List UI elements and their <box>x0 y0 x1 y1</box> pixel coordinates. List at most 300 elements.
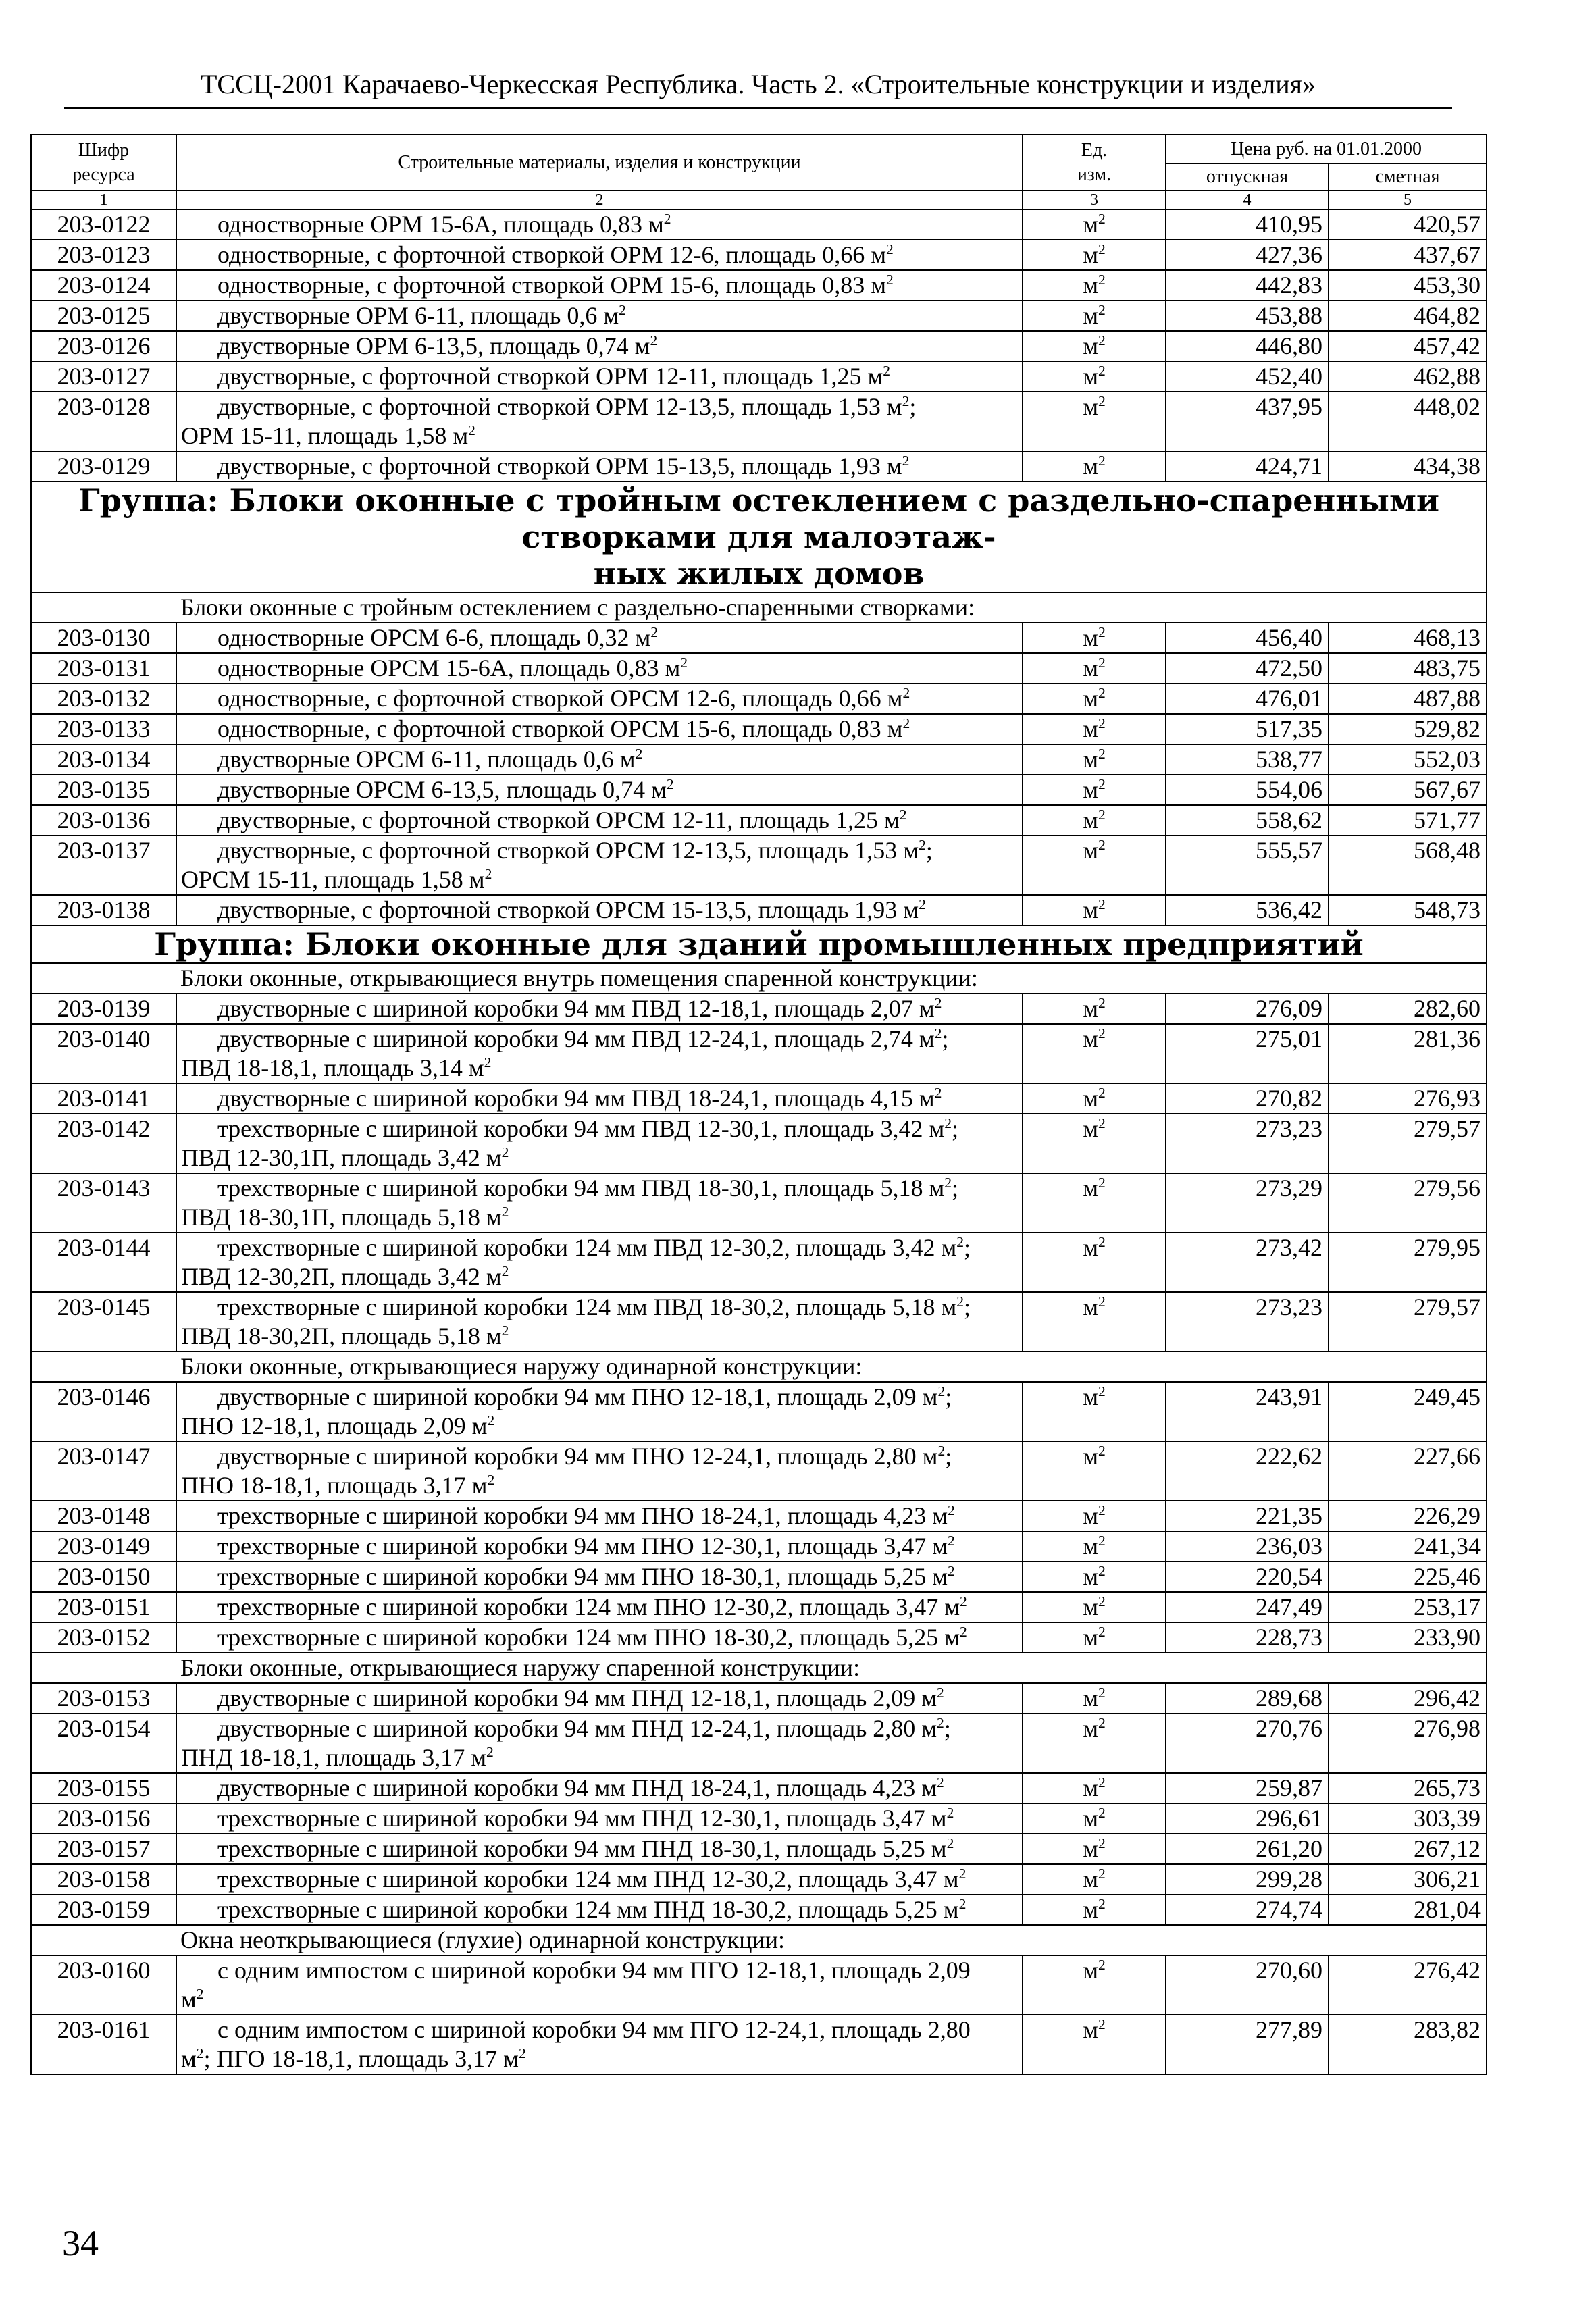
description-line: двустворные ОРСМ 6-13,5, площадь 0,74 м <box>217 776 667 803</box>
superscript-2: 2 <box>1098 241 1106 257</box>
superscript-2: 2 <box>1098 896 1106 912</box>
description-line: ПВД 18-30,2П, площадь 5,18 м <box>181 1322 502 1349</box>
material-description <box>176 1864 1023 1895</box>
superscript-2: 2 <box>1098 715 1106 731</box>
superscript-2: 2 <box>937 1685 944 1701</box>
resource-code: 203-0159 <box>31 1895 176 1925</box>
material-description <box>176 684 1023 714</box>
description-line: одностворные, с форточной створкой ОРМ 15-6, площадь 0,83 м <box>217 272 886 299</box>
subgroup-title: Блоки оконные с тройным остеклением с раздельно-спаренными створками: <box>31 592 1487 623</box>
superscript-2: 2 <box>902 393 910 409</box>
description-line: двустворные, с форточной створкой ОРМ 12-11, площадь 1,25 м <box>217 363 883 390</box>
table-row <box>31 1233 1487 1292</box>
table-row <box>31 1773 1487 1803</box>
resource-code: 203-0151 <box>31 1592 176 1622</box>
unit-cell <box>1023 301 1166 331</box>
description-line: ПВД 18-30,1П, площадь 5,18 м <box>181 1204 502 1231</box>
unit-cell <box>1023 1114 1166 1173</box>
release-price: 270,60 <box>1166 1955 1329 2015</box>
resource-code: 203-0154 <box>31 1714 176 1773</box>
superscript-2: 2 <box>944 1175 952 1191</box>
material-description <box>176 1622 1023 1653</box>
resource-code: 203-0135 <box>31 775 176 805</box>
table-row <box>31 1292 1487 1352</box>
page-number: 34 <box>62 2223 99 2263</box>
unit-cell <box>1023 451 1166 482</box>
resource-code: 203-0131 <box>31 653 176 684</box>
superscript-2: 2 <box>1098 453 1106 469</box>
table-row <box>31 775 1487 805</box>
table-row <box>31 1501 1487 1531</box>
superscript-2: 2 <box>635 746 643 762</box>
unit-label: м <box>1083 1234 1098 1261</box>
superscript-2: 2 <box>680 654 688 671</box>
release-price: 243,91 <box>1166 1382 1329 1441</box>
superscript-2: 2 <box>937 1443 946 1459</box>
superscript-2: 2 <box>937 1715 944 1731</box>
estimate-price: 568,48 <box>1329 835 1487 895</box>
superscript-2: 2 <box>944 1115 952 1131</box>
unit-label: м <box>1083 1896 1098 1923</box>
estimate-price: 571,77 <box>1329 805 1487 835</box>
description-line: трехстворные с шириной коробки 94 мм ПНО 18-24,1, площадь 4,23 м <box>217 1502 948 1529</box>
release-price: 273,29 <box>1166 1173 1329 1233</box>
superscript-2: 2 <box>1098 363 1106 379</box>
release-price: 442,83 <box>1166 270 1329 301</box>
price-table <box>30 134 1487 2075</box>
unit-label: м <box>1083 1502 1098 1529</box>
superscript-2: 2 <box>883 363 891 379</box>
estimate-price: 296,42 <box>1329 1683 1487 1714</box>
material-description <box>176 1895 1023 1925</box>
table-row <box>31 1173 1487 1233</box>
estimate-price: 457,42 <box>1329 331 1487 361</box>
unit-cell <box>1023 1173 1166 1233</box>
unit-cell <box>1023 1024 1166 1083</box>
estimate-price: 253,17 <box>1329 1592 1487 1622</box>
description-suffix: ; <box>964 1293 971 1320</box>
col-number: 5 <box>1329 190 1487 209</box>
resource-code: 203-0128 <box>31 392 176 451</box>
description-line: трехстворные с шириной коробки 124 мм ПВД 18-30,2, площадь 5,18 м <box>217 1293 957 1320</box>
table-row <box>31 1803 1487 1834</box>
estimate-price: 567,67 <box>1329 775 1487 805</box>
resource-code: 203-0126 <box>31 331 176 361</box>
resource-code: 203-0152 <box>31 1622 176 1653</box>
unit-cell <box>1023 209 1166 240</box>
unit-cell <box>1023 1955 1166 2015</box>
superscript-2: 2 <box>468 422 475 438</box>
release-price: 273,23 <box>1166 1114 1329 1173</box>
superscript-2: 2 <box>484 1054 492 1071</box>
resource-code: 203-0133 <box>31 714 176 744</box>
superscript-2: 2 <box>899 806 907 823</box>
superscript-2: 2 <box>948 1533 955 1549</box>
superscript-2: 2 <box>650 332 658 349</box>
unit-label: м <box>1083 1774 1098 1801</box>
table-row <box>31 1683 1487 1714</box>
resource-code: 203-0147 <box>31 1441 176 1501</box>
release-price: 410,95 <box>1166 209 1329 240</box>
release-price: 273,23 <box>1166 1292 1329 1352</box>
material-description <box>176 1714 1023 1773</box>
superscript-2: 2 <box>1098 837 1106 853</box>
release-price: 555,57 <box>1166 835 1329 895</box>
superscript-2: 2 <box>1098 332 1106 349</box>
description-line: двустворные ОРМ 6-13,5, площадь 0,74 м <box>217 332 650 359</box>
group-title-line: Группа: Блоки оконные с тройным остеклением с раздельно-спаренными створками для малоэтаж- <box>78 482 1440 555</box>
unit-label: м <box>1083 1175 1098 1202</box>
superscript-2: 2 <box>501 1263 509 1279</box>
table-row <box>31 684 1487 714</box>
description-line: двустворные, с форточной створкой ОРСМ 15-13,5, площадь 1,93 м <box>217 896 919 923</box>
description-line: двустворные ОРМ 6-11, площадь 0,6 м <box>217 302 619 329</box>
description-line: двустворные с шириной коробки 94 мм ПВД 12-18,1, площадь 2,07 м <box>217 995 935 1022</box>
header-rule <box>64 107 1452 109</box>
description-line: трехстворные с шириной коробки 94 мм ПНО 12-30,1, площадь 3,47 м <box>217 1533 948 1560</box>
material-description <box>176 1024 1023 1083</box>
material-description <box>176 331 1023 361</box>
superscript-2: 2 <box>501 1204 509 1220</box>
unit-label: м <box>1083 1835 1098 1862</box>
description-line: с одним импостом с шириной коробки 94 мм ПГО 12-24,1, площадь 2,80 <box>217 2016 971 2043</box>
superscript-2: 2 <box>960 1624 967 1640</box>
description-line: одностворные, с форточной створкой ОРСМ 15-6, площадь 0,83 м <box>217 715 903 742</box>
table-row <box>31 744 1487 775</box>
description-line: трехстворные с шириной коробки 124 мм ПНД 18-30,2, площадь 5,25 м <box>217 1896 959 1923</box>
description-line: ПНД 18-18,1, площадь 3,17 м <box>181 1744 486 1771</box>
release-price: 277,89 <box>1166 2015 1329 2074</box>
col-header-unit: Ед. изм. <box>1023 134 1166 190</box>
estimate-price: 420,57 <box>1329 209 1487 240</box>
description-line: двустворные, с форточной створкой ОРМ 12-13,5, площадь 1,53 м <box>217 393 902 420</box>
estimate-price: 276,93 <box>1329 1083 1487 1114</box>
estimate-price: 276,98 <box>1329 1714 1487 1773</box>
unit-cell <box>1023 744 1166 775</box>
superscript-2: 2 <box>501 1144 509 1160</box>
resource-code: 203-0143 <box>31 1173 176 1233</box>
description-suffix: ; <box>909 393 917 420</box>
subgroup-title: Блоки оконные, открывающиеся наружу спаренной конструкции: <box>31 1653 1487 1683</box>
superscript-2: 2 <box>902 715 910 731</box>
superscript-2: 2 <box>919 837 926 853</box>
subgroup-row <box>31 1352 1487 1382</box>
description-line: трехстворные с шириной коробки 94 мм ПНД 12-30,1, площадь 3,47 м <box>217 1805 947 1832</box>
estimate-price: 279,57 <box>1329 1114 1487 1173</box>
release-price: 220,54 <box>1166 1562 1329 1592</box>
description-line: м <box>181 1986 197 2013</box>
estimate-price: 483,75 <box>1329 653 1487 684</box>
unit-cell <box>1023 1382 1166 1441</box>
table-row <box>31 1622 1487 1653</box>
material-description <box>176 775 1023 805</box>
unit-cell <box>1023 994 1166 1024</box>
superscript-2: 2 <box>919 896 926 912</box>
resource-code: 203-0123 <box>31 240 176 270</box>
release-price: 274,74 <box>1166 1895 1329 1925</box>
unit-cell <box>1023 714 1166 744</box>
superscript-2: 2 <box>1098 1685 1106 1701</box>
table-row <box>31 835 1487 895</box>
material-description <box>176 1592 1023 1622</box>
material-description <box>176 392 1023 451</box>
material-description <box>176 623 1023 653</box>
description-line: м <box>181 2045 197 2072</box>
superscript-2: 2 <box>1098 746 1106 762</box>
resource-code: 203-0153 <box>31 1683 176 1714</box>
description-line: ПНО 12-18,1, площадь 2,09 м <box>181 1412 488 1439</box>
material-description <box>176 301 1023 331</box>
col-number: 3 <box>1023 190 1166 209</box>
superscript-2: 2 <box>956 1293 964 1310</box>
resource-code: 203-0145 <box>31 1292 176 1352</box>
table-row <box>31 1714 1487 1773</box>
table-row <box>31 1955 1487 2015</box>
unit-cell <box>1023 1864 1166 1895</box>
material-description <box>176 744 1023 775</box>
description-suffix: ; <box>942 1025 949 1052</box>
table-row <box>31 1083 1487 1114</box>
release-price: 222,62 <box>1166 1441 1329 1501</box>
superscript-2: 2 <box>1098 1293 1106 1310</box>
material-description <box>176 270 1023 301</box>
description-line: двустворные, с форточной створкой ОРСМ 12-13,5, площадь 1,53 м <box>217 837 919 864</box>
group-row <box>31 925 1487 963</box>
estimate-price: 279,57 <box>1329 1292 1487 1352</box>
estimate-price: 487,88 <box>1329 684 1487 714</box>
table-row <box>31 240 1487 270</box>
release-price: 296,61 <box>1166 1803 1329 1834</box>
superscript-2: 2 <box>960 1593 967 1610</box>
description-line: ПВД 12-30,1П, площадь 3,42 м <box>181 1144 502 1171</box>
release-price: 247,49 <box>1166 1592 1329 1622</box>
description-suffix: ; <box>925 837 933 864</box>
description-line: ПНО 18-18,1, площадь 3,17 м <box>181 1472 488 1499</box>
page-header: ТССЦ-2001 Карачаево-Черкесская Республика. Часть 2. «Строительные конструкции и изделия» <box>200 69 1316 99</box>
unit-cell <box>1023 270 1166 301</box>
material-description <box>176 1114 1023 1173</box>
resource-code: 203-0161 <box>31 2015 176 2074</box>
description-line: двустворные с шириной коробки 94 мм ПНО 12-24,1, площадь 2,80 м <box>217 1443 938 1470</box>
table-row <box>31 1114 1487 1173</box>
unit-label: м <box>1083 363 1098 390</box>
superscript-2: 2 <box>1098 1835 1106 1851</box>
estimate-price: 548,73 <box>1329 895 1487 925</box>
table-row <box>31 209 1487 240</box>
superscript-2: 2 <box>663 211 671 227</box>
table-row <box>31 1441 1487 1501</box>
resource-code: 203-0144 <box>31 1233 176 1292</box>
resource-code: 203-0150 <box>31 1562 176 1592</box>
unit-label: м <box>1083 1293 1098 1320</box>
superscript-2: 2 <box>934 1025 942 1042</box>
description-suffix: ; ПГО 18-18,1, площадь 3,17 м <box>203 2045 519 2072</box>
table-row <box>31 1834 1487 1864</box>
superscript-2: 2 <box>1098 1115 1106 1131</box>
table-row <box>31 623 1487 653</box>
unit-label: м <box>1083 272 1098 299</box>
resource-code: 203-0160 <box>31 1955 176 2015</box>
superscript-2: 2 <box>948 1502 955 1518</box>
resource-code: 203-0141 <box>31 1083 176 1114</box>
unit-cell <box>1023 1895 1166 1925</box>
description-line: двустворные, с форточной створкой ОРМ 15-13,5, площадь 1,93 м <box>217 453 902 480</box>
description-line: двустворные с шириной коробки 94 мм ПНО 12-18,1, площадь 2,09 м <box>217 1383 938 1410</box>
table-row <box>31 270 1487 301</box>
group-title <box>31 482 1487 592</box>
table-row <box>31 1382 1487 1441</box>
resource-code: 203-0136 <box>31 805 176 835</box>
unit-cell <box>1023 1531 1166 1562</box>
unit-cell <box>1023 1501 1166 1531</box>
estimate-price: 434,38 <box>1329 451 1487 482</box>
material-description <box>176 835 1023 895</box>
superscript-2: 2 <box>1098 1025 1106 1042</box>
estimate-price: 265,73 <box>1329 1773 1487 1803</box>
table-row <box>31 653 1487 684</box>
material-description <box>176 1382 1023 1441</box>
unit-cell <box>1023 392 1166 451</box>
superscript-2: 2 <box>1098 1533 1106 1549</box>
superscript-2: 2 <box>885 272 894 288</box>
subgroup-title: Блоки оконные, открывающиеся внутрь помещения спаренной конструкции: <box>31 963 1487 994</box>
superscript-2: 2 <box>1098 1866 1106 1882</box>
superscript-2: 2 <box>946 1805 954 1821</box>
unit-label: м <box>1083 715 1098 742</box>
estimate-price: 276,42 <box>1329 1955 1487 2015</box>
release-price: 452,40 <box>1166 361 1329 392</box>
superscript-2: 2 <box>486 1744 494 1760</box>
unit-label: м <box>1083 995 1098 1022</box>
release-price: 538,77 <box>1166 744 1329 775</box>
unit-label: м <box>1083 1085 1098 1112</box>
superscript-2: 2 <box>1098 1593 1106 1610</box>
estimate-price: 279,95 <box>1329 1233 1487 1292</box>
material-description <box>176 1173 1023 1233</box>
subgroup-row <box>31 1653 1487 1683</box>
unit-cell <box>1023 240 1166 270</box>
superscript-2: 2 <box>1098 1085 1106 1101</box>
release-price: 437,95 <box>1166 392 1329 451</box>
resource-code: 203-0149 <box>31 1531 176 1562</box>
superscript-2: 2 <box>1098 1624 1106 1640</box>
material-description <box>176 994 1023 1024</box>
material-description <box>176 653 1023 684</box>
unit-label: м <box>1083 654 1098 682</box>
table-header-row <box>31 134 1487 163</box>
superscript-2: 2 <box>1098 1896 1106 1912</box>
superscript-2: 2 <box>1098 995 1106 1011</box>
unit-cell <box>1023 1803 1166 1834</box>
estimate-price: 468,13 <box>1329 623 1487 653</box>
superscript-2: 2 <box>1098 1502 1106 1518</box>
estimate-price: 225,46 <box>1329 1562 1487 1592</box>
description-suffix: ; <box>952 1175 959 1202</box>
release-price: 558,62 <box>1166 805 1329 835</box>
unit-label: м <box>1083 453 1098 480</box>
col-header-name: Строительные материалы, изделия и конструкции <box>176 134 1023 190</box>
table-row <box>31 805 1487 835</box>
table-row <box>31 331 1487 361</box>
resource-code: 203-0158 <box>31 1864 176 1895</box>
release-price: 289,68 <box>1166 1683 1329 1714</box>
unit-cell <box>1023 653 1166 684</box>
estimate-price: 249,45 <box>1329 1382 1487 1441</box>
material-description <box>176 1501 1023 1531</box>
material-description <box>176 451 1023 482</box>
unit-cell <box>1023 1562 1166 1592</box>
estimate-price: 552,03 <box>1329 744 1487 775</box>
material-description <box>176 1233 1023 1292</box>
resource-code: 203-0140 <box>31 1024 176 1083</box>
release-price: 275,01 <box>1166 1024 1329 1083</box>
unit-cell <box>1023 1714 1166 1773</box>
superscript-2: 2 <box>1098 624 1106 640</box>
unit-cell <box>1023 1773 1166 1803</box>
superscript-2: 2 <box>937 1383 946 1399</box>
superscript-2: 2 <box>1098 302 1106 318</box>
superscript-2: 2 <box>958 1866 967 1882</box>
estimate-price: 464,82 <box>1329 301 1487 331</box>
superscript-2: 2 <box>1098 806 1106 823</box>
estimate-price: 281,04 <box>1329 1895 1487 1925</box>
material-description <box>176 240 1023 270</box>
release-price: 221,35 <box>1166 1501 1329 1531</box>
table-row <box>31 1895 1487 1925</box>
unit-cell <box>1023 1683 1166 1714</box>
release-price: 517,35 <box>1166 714 1329 744</box>
superscript-2: 2 <box>666 776 674 792</box>
superscript-2: 2 <box>196 2045 204 2061</box>
resource-code: 203-0130 <box>31 623 176 653</box>
estimate-price: 226,29 <box>1329 1501 1487 1531</box>
description-line: одностворные, с форточной створкой ОРСМ 12-6, площадь 0,66 м <box>217 685 903 712</box>
superscript-2: 2 <box>1098 272 1106 288</box>
unit-cell <box>1023 835 1166 895</box>
description-line: двустворные с шириной коробки 94 мм ПВД 18-24,1, площадь 4,15 м <box>217 1085 935 1112</box>
material-description <box>176 1773 1023 1803</box>
estimate-price: 281,36 <box>1329 1024 1487 1083</box>
unit-cell <box>1023 1083 1166 1114</box>
material-description <box>176 1531 1023 1562</box>
unit-label: м <box>1083 685 1098 712</box>
group-title-line: Группа: Блоки оконные для зданий промышленных предприятий <box>154 926 1364 962</box>
material-description <box>176 1292 1023 1352</box>
release-price: 259,87 <box>1166 1773 1329 1803</box>
unit-label: м <box>1083 776 1098 803</box>
unit-cell <box>1023 1834 1166 1864</box>
resource-code: 203-0142 <box>31 1114 176 1173</box>
material-description <box>176 895 1023 925</box>
resource-code: 203-0146 <box>31 1382 176 1441</box>
material-description <box>176 1083 1023 1114</box>
col-header-price: Цена руб. на 01.01.2000 <box>1166 134 1487 163</box>
resource-code: 203-0125 <box>31 301 176 331</box>
subgroup-row <box>31 592 1487 623</box>
description-line: трехстворные с шириной коробки 94 мм ПНД 18-30,1, площадь 5,25 м <box>217 1835 947 1862</box>
description-line: трехстворные с шириной коробки 124 мм ПНО 18-30,2, площадь 5,25 м <box>217 1624 960 1651</box>
table-row <box>31 2015 1487 2074</box>
estimate-price: 233,90 <box>1329 1622 1487 1653</box>
subgroup-row <box>31 1925 1487 1955</box>
unit-label: м <box>1083 896 1098 923</box>
resource-code: 203-0132 <box>31 684 176 714</box>
material-description <box>176 1803 1023 1834</box>
col-number: 4 <box>1166 190 1329 209</box>
unit-label: м <box>1083 1624 1098 1651</box>
description-line: ОРСМ 15-11, площадь 1,58 м <box>181 866 485 893</box>
superscript-2: 2 <box>487 1412 495 1429</box>
